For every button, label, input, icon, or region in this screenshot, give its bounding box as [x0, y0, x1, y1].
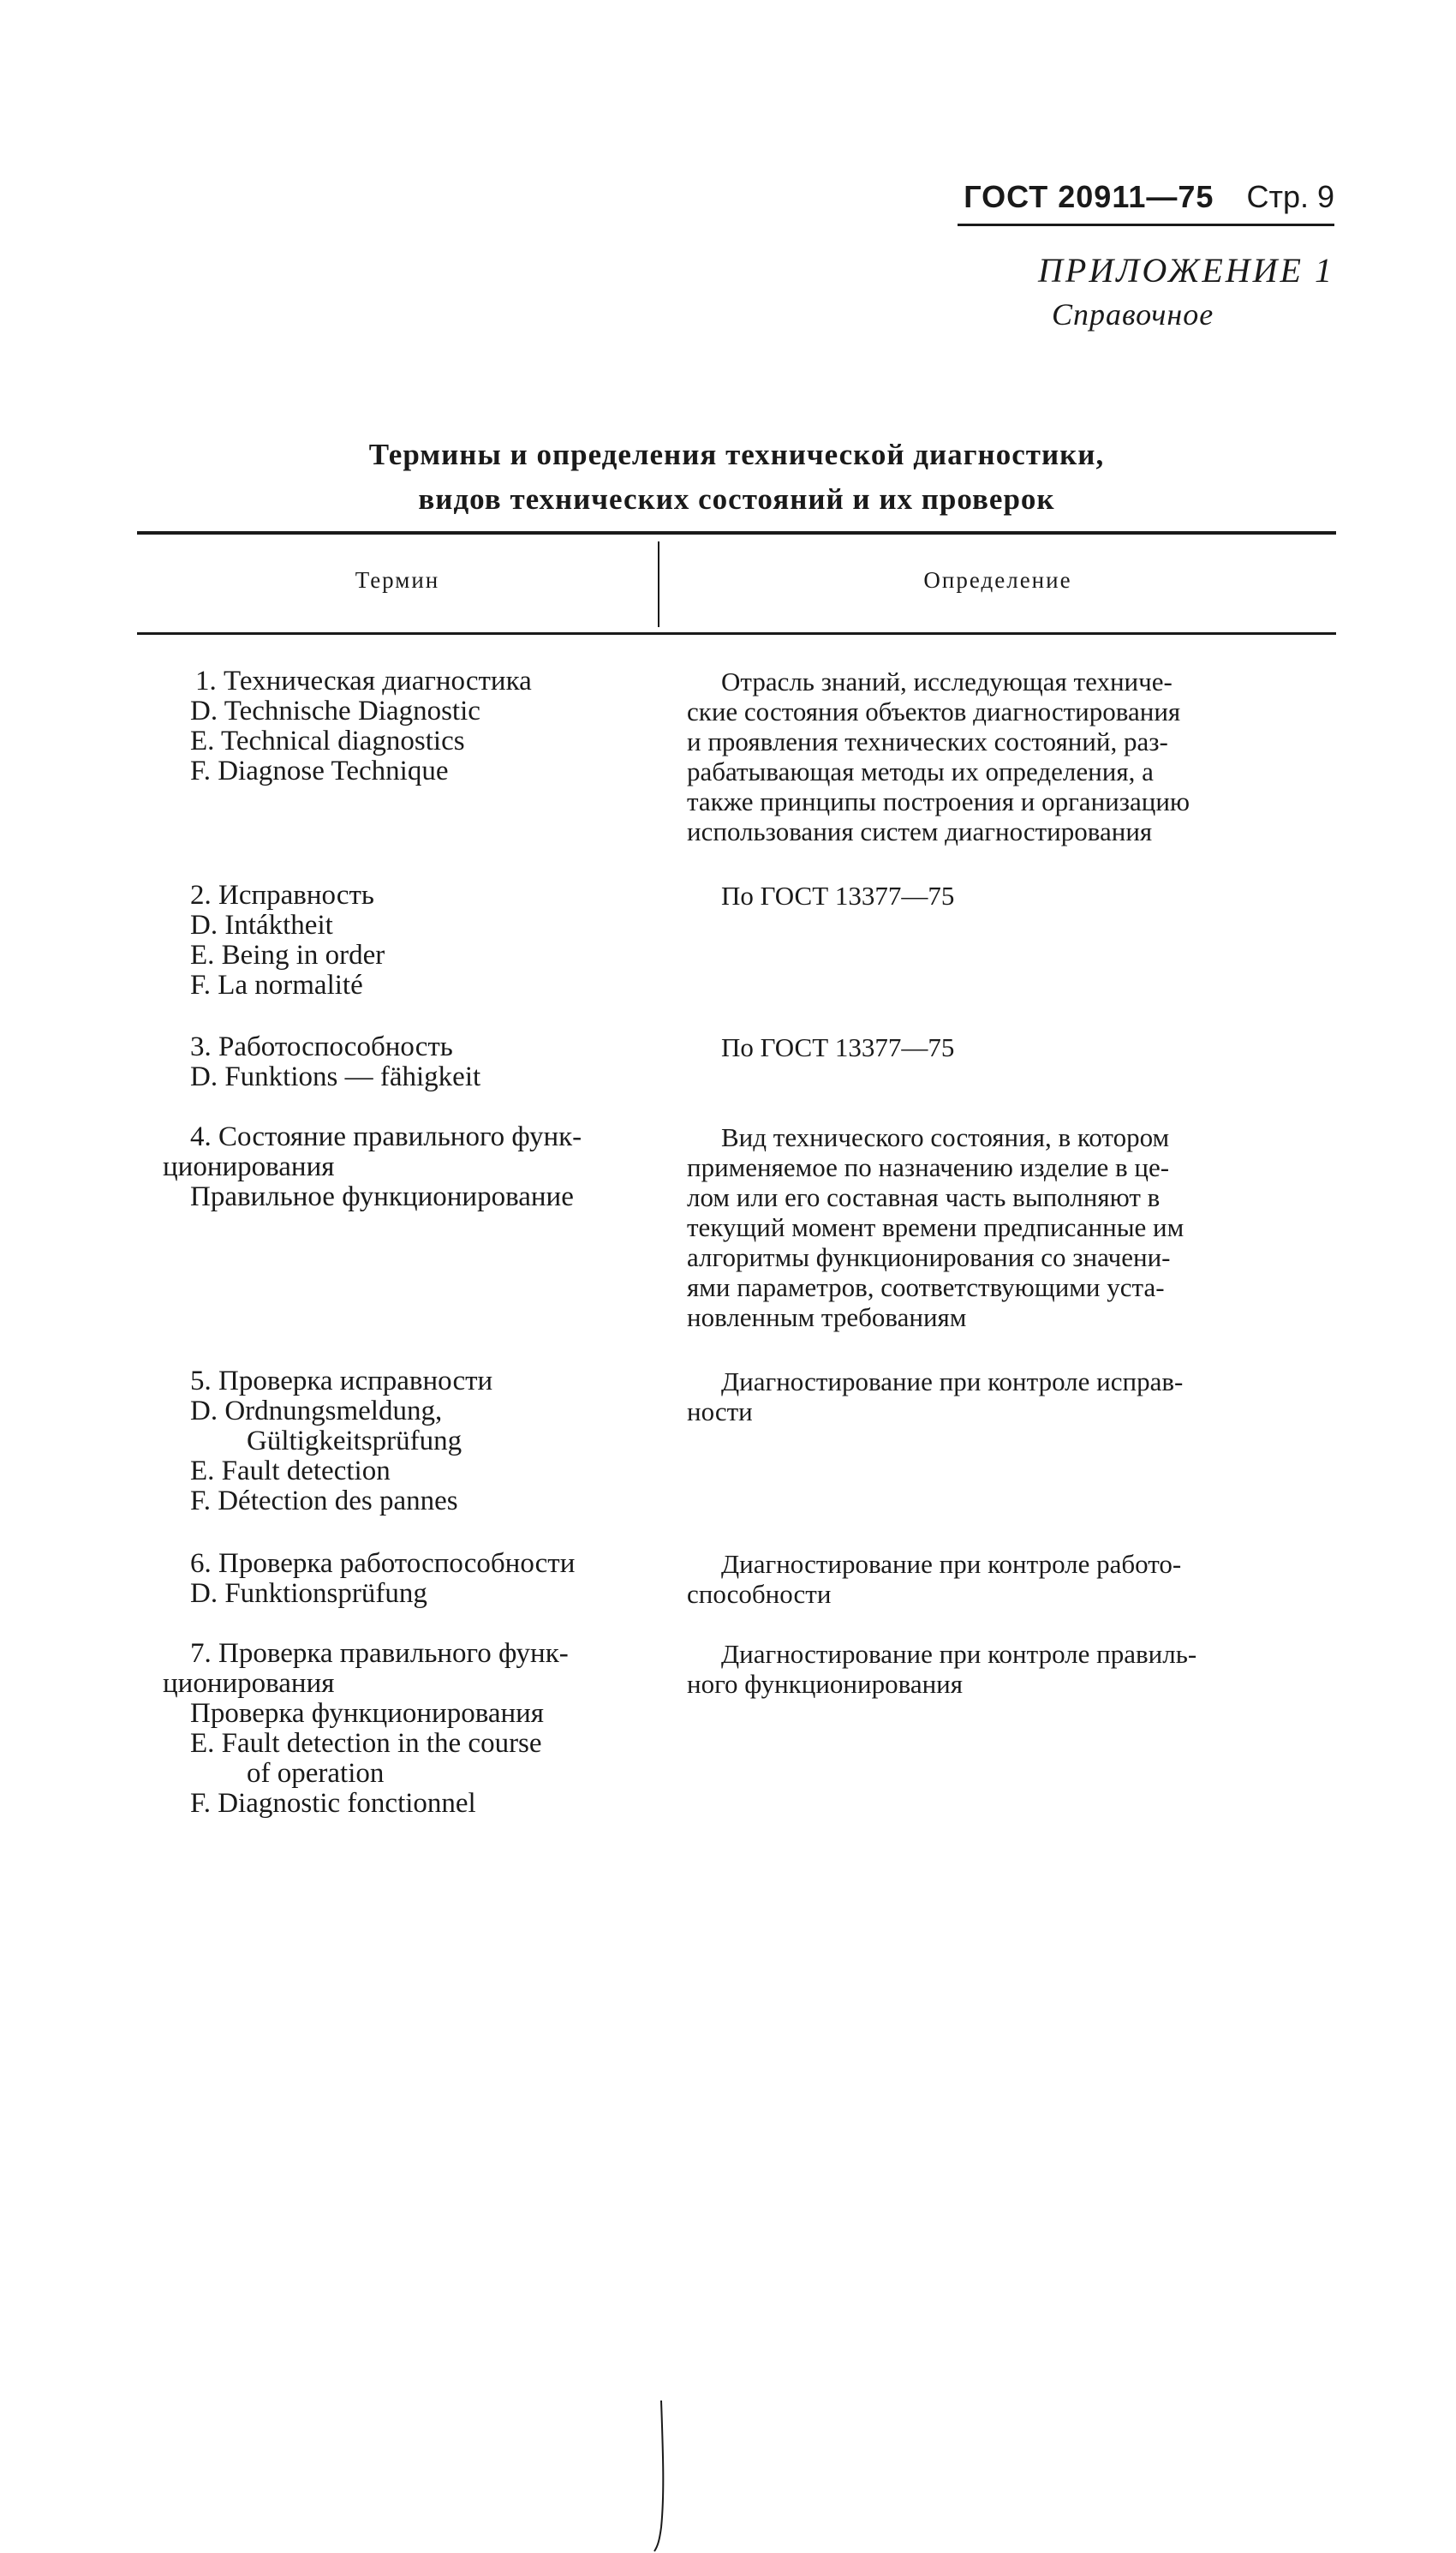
term-line: D. Intáktheit: [190, 910, 333, 941]
term-cell: [163, 667, 642, 786]
term-line: 6. Проверка работоспособности: [190, 1548, 576, 1579]
definition-line: способности: [687, 1579, 832, 1609]
definition-line: и проявления технических состояний, раз-: [687, 726, 1168, 756]
table-header-rule: [137, 632, 1336, 635]
term-line: 3. Работоспособность: [190, 1031, 453, 1062]
definition-line: текущий момент времени предписанные им: [687, 1212, 1184, 1242]
definition-line: ями параметров, соответствующими уста-: [687, 1272, 1165, 1302]
definition-cell: [687, 1122, 1334, 1332]
definition-cell: [687, 667, 1334, 846]
definition-line: алгоритмы функционирования со значени-: [687, 1242, 1171, 1272]
definition-cell: [687, 881, 1334, 911]
term-line: E. Fault detection: [190, 1456, 391, 1486]
definition-cell: [687, 1366, 1334, 1426]
term-cell: [163, 1549, 642, 1609]
definition-line: Вид технического состояния, в котором: [721, 1122, 1170, 1152]
term-line: 2. Исправность: [190, 880, 374, 911]
column-header-term: Термин: [355, 567, 440, 593]
term-line: 1. Техническая диагностика: [195, 666, 532, 697]
header-line: [958, 176, 1334, 218]
definition-line: Диагностирование при контроле работо-: [721, 1549, 1182, 1579]
term-line: Проверка функционирования: [190, 1698, 544, 1729]
definition-line: также принципы построения и организацию: [687, 786, 1190, 816]
definition-line: ские состояния объектов диагностирования: [687, 697, 1181, 726]
term-cell: [163, 1639, 642, 1819]
definition-line: лом или его составная часть выполняют в: [687, 1182, 1161, 1212]
definition-line: рабатывающая методы их определения, а: [687, 756, 1154, 786]
table-top-rule: [137, 531, 1336, 535]
term-line: Gültigkeitsprüfung: [247, 1426, 462, 1456]
definition-cell: [687, 1639, 1334, 1699]
document-title-line-2: видов технических состояний и их проверок: [418, 482, 1055, 516]
term-line: E. Fault detection in the course: [190, 1728, 542, 1759]
page-label: Стр. 9: [1246, 179, 1334, 214]
term-line: F. La normalité: [190, 970, 363, 1001]
term-line: F. Diagnostic fonctionnel: [190, 1788, 476, 1819]
term-line: E. Technical diagnostics: [190, 726, 465, 756]
terms-table: [137, 531, 1336, 2005]
definition-line: Отрасль знаний, исследующая техниче-: [721, 667, 1173, 697]
term-cell: [163, 881, 642, 1001]
definition-line: новленным требованиям: [687, 1302, 967, 1332]
term-cell: [163, 1032, 642, 1092]
term-line: D. Funktionsprüfung: [190, 1578, 427, 1609]
definition-line: Диагностирование при контроле правиль-: [721, 1639, 1197, 1669]
term-line: 4. Состояние правильного функ-: [190, 1121, 582, 1152]
term-line: 7. Проверка правильного функ-: [190, 1638, 569, 1669]
column-divider-tail: [649, 2399, 675, 2553]
term-line: D. Technische Diagnostic: [190, 696, 480, 726]
appendix-title: ПРИЛОЖЕНИЕ 1: [1038, 251, 1334, 290]
term-line: of operation: [247, 1758, 385, 1789]
definition-line: ности: [687, 1396, 753, 1426]
term-line: 5. Проверка исправности: [190, 1366, 493, 1396]
term-line: D. Ordnungsmeldung,: [190, 1396, 443, 1426]
term-line: E. Being in order: [190, 940, 385, 971]
running-header: [958, 176, 1334, 226]
term-cell: [163, 1122, 642, 1212]
appendix-block: [942, 248, 1334, 336]
header-rule: [958, 224, 1334, 226]
term-line: F. Détection des pannes: [190, 1486, 458, 1516]
definition-line: использования систем диагностирования: [687, 816, 1153, 846]
definition-line: По ГОСТ 13377—75: [721, 1032, 955, 1062]
column-header-definition: Определение: [923, 567, 1072, 593]
term-cell: [163, 1366, 642, 1516]
definition-line: ного функционирования: [687, 1669, 964, 1699]
appendix-subtitle: Справочное: [1052, 297, 1214, 332]
term-line: D. Funktions — fähigkeit: [190, 1061, 481, 1092]
definition-line: применяемое по назначению изделие в це-: [687, 1152, 1170, 1182]
definition-cell: [687, 1032, 1334, 1062]
definition-cell: [687, 1549, 1334, 1609]
definition-line: Диагностирование при контроле исправ-: [721, 1366, 1184, 1396]
standard-number: ГОСТ 20911—75: [964, 179, 1214, 214]
document-title-line-1: Термины и определения технической диагностики,: [368, 438, 1105, 471]
document-title: [137, 433, 1336, 522]
definition-line: По ГОСТ 13377—75: [721, 881, 955, 911]
term-line: ционирования: [163, 1668, 335, 1699]
term-line: F. Diagnose Technique: [190, 756, 449, 786]
term-line: Правильное функционирование: [190, 1181, 574, 1212]
term-line: ционирования: [163, 1151, 335, 1182]
